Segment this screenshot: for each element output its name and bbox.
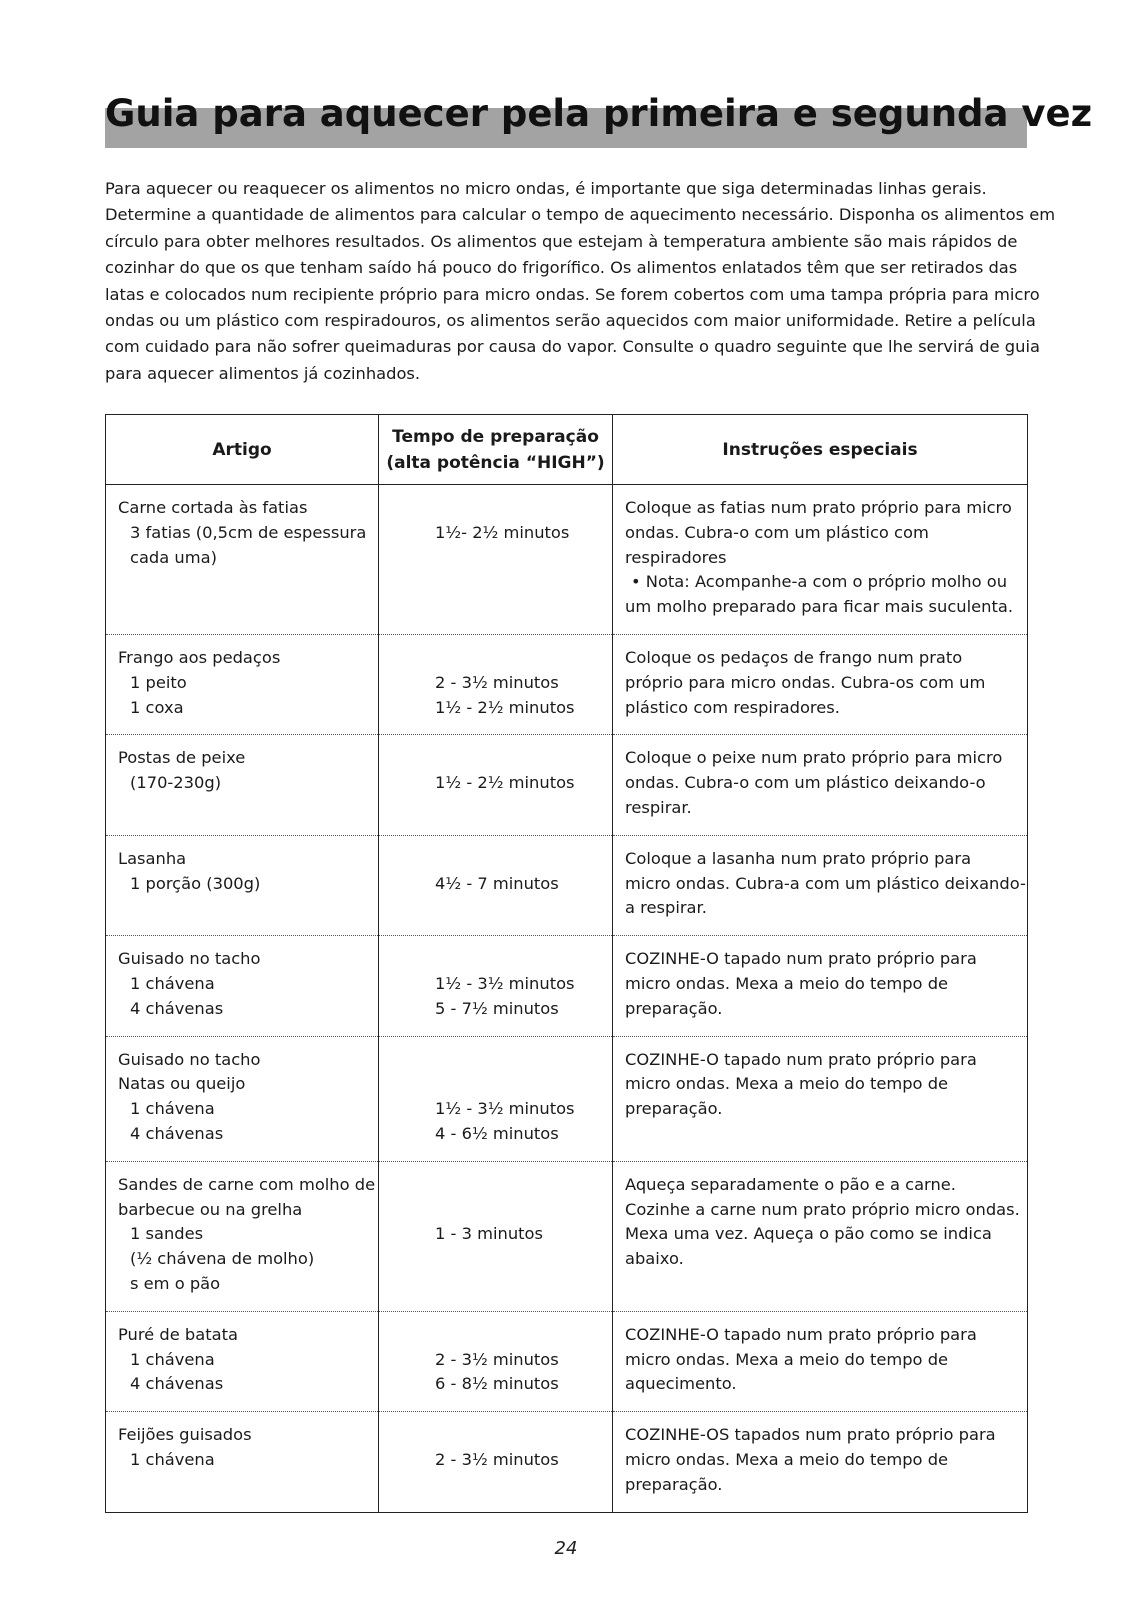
cell-item-line: Lasanha bbox=[118, 848, 187, 868]
cell-item bbox=[106, 485, 379, 635]
intro-line: círculo para obter melhores resultados. Os alimentos que estejam à temperatura ambiente são mais rápidos de bbox=[105, 231, 1018, 251]
intro-paragraph bbox=[105, 176, 1056, 387]
cell-item bbox=[106, 936, 379, 1036]
header-item-label: Artigo bbox=[212, 439, 272, 460]
cell-item-line: 1 chávena bbox=[130, 1449, 215, 1469]
cell-time-line bbox=[435, 1173, 612, 1198]
cell-instructions-line: Coloque os pedaços de frango num prato bbox=[625, 647, 963, 667]
cell-item-line: Guisado no tacho bbox=[118, 949, 261, 969]
cell-time bbox=[379, 485, 613, 635]
cell-time bbox=[379, 1161, 613, 1311]
cell-item bbox=[106, 735, 379, 835]
cell-item-line: 1 sandes bbox=[130, 1224, 204, 1244]
cell-item bbox=[106, 1412, 379, 1512]
cell-item-line: 4 chávenas bbox=[130, 998, 224, 1018]
cell-time bbox=[379, 1311, 613, 1411]
intro-line: Determine a quantidade de alimentos para calcular o tempo de aquecimento necessário. Disponha os alimentos em bbox=[105, 205, 1056, 225]
cell-item-line: cada uma) bbox=[130, 547, 217, 567]
cell-time-line bbox=[435, 1072, 612, 1097]
header-time-line2: (alta potência “HIGH”) bbox=[386, 452, 605, 473]
cell-instructions-line: um molho preparado para ficar mais suculenta. bbox=[625, 597, 1013, 617]
cell-item-line: 1 chávena bbox=[130, 1349, 215, 1369]
cell-time-line bbox=[435, 746, 612, 771]
page-number: 24 bbox=[554, 1538, 578, 1559]
cell-time-line bbox=[435, 1198, 612, 1223]
cell-time-line: 1½ - 3½ minutos bbox=[435, 1099, 575, 1119]
cell-time-line bbox=[435, 1048, 612, 1073]
cell-instructions-line: micro ondas. Mexa a meio do tempo de bbox=[625, 1349, 949, 1369]
table-row bbox=[106, 735, 1028, 835]
header-instructions bbox=[613, 415, 1028, 485]
cell-item-line: 4 chávenas bbox=[130, 1123, 224, 1143]
cell-item-line: Feijões guisados bbox=[118, 1425, 252, 1445]
cell-instructions bbox=[613, 1161, 1028, 1311]
table-row bbox=[106, 835, 1028, 935]
intro-line: cozinhar do que os que tenham saído há pouco do frigorífico. Os alimentos enlatados têm que ser retirados das bbox=[105, 258, 1018, 278]
cell-time-line: 4 - 6½ minutos bbox=[435, 1123, 559, 1143]
cell-instructions-line: Coloque as fatias num prato próprio para micro bbox=[625, 498, 1012, 517]
cell-instructions-line: micro ondas. Cubra-a com um plástico deixando- bbox=[625, 873, 1026, 893]
cell-item-line: 1 chávena bbox=[130, 1099, 215, 1119]
cell-item-line: Frango aos pedaços bbox=[118, 647, 281, 667]
header-time bbox=[379, 415, 613, 485]
reheating-guide-table bbox=[105, 414, 1028, 1513]
cell-time bbox=[379, 1036, 613, 1161]
cell-time-line: 6 - 8½ minutos bbox=[435, 1374, 559, 1394]
intro-line: latas e colocados num recipiente próprio para micro ondas. Se forem cobertos com uma tampa própria para micro bbox=[105, 284, 1040, 304]
cell-instructions-line: micro ondas. Mexa a meio do tempo de bbox=[625, 973, 949, 993]
table-row bbox=[106, 634, 1028, 734]
cell-item-line: 1 peito bbox=[130, 672, 187, 692]
cell-item bbox=[106, 1036, 379, 1161]
cell-time-line: 2 - 3½ minutos bbox=[435, 1349, 559, 1369]
table-row bbox=[106, 1412, 1028, 1512]
cell-item-line: 1 chávena bbox=[130, 973, 215, 993]
cell-time-line: 1½ - 3½ minutos bbox=[435, 973, 575, 993]
cell-item bbox=[106, 835, 379, 935]
cell-item bbox=[106, 634, 379, 734]
cell-time-line: 2 - 3½ minutos bbox=[435, 672, 559, 692]
table-row bbox=[106, 485, 1028, 635]
cell-instructions-line: micro ondas. Mexa a meio do tempo de bbox=[625, 1449, 949, 1469]
cell-instructions bbox=[613, 1412, 1028, 1512]
cell-time bbox=[379, 735, 613, 835]
cell-instructions-line: micro ondas. Mexa a meio do tempo de bbox=[625, 1074, 949, 1094]
cell-time-line: 1½ - 2½ minutos bbox=[435, 773, 575, 793]
cell-time-line bbox=[435, 847, 612, 872]
cell-instructions-line: preparação. bbox=[625, 1474, 723, 1494]
cell-instructions-line: Cozinhe a carne num prato próprio micro ondas. bbox=[625, 1199, 1020, 1219]
table-row bbox=[106, 1036, 1028, 1161]
cell-instructions-line: • Nota: Acompanhe-a com o próprio molho ou bbox=[631, 572, 1008, 592]
header-time-line1: Tempo de preparação bbox=[392, 426, 599, 447]
cell-instructions-line: COZINHE-O tapado num prato próprio para bbox=[625, 1049, 977, 1069]
cell-instructions-line: plástico com respiradores. bbox=[625, 697, 840, 717]
cell-item bbox=[106, 1311, 379, 1411]
cell-instructions-line: abaixo. bbox=[625, 1249, 684, 1269]
header-instructions-label: Instruções especiais bbox=[722, 439, 918, 460]
cell-item-line: 4 chávenas bbox=[130, 1374, 224, 1394]
cell-instructions-line: próprio para micro ondas. Cubra-os com um bbox=[625, 672, 986, 692]
cell-time-line: 4½ - 7 minutos bbox=[435, 873, 559, 893]
cell-item-line: 1 coxa bbox=[130, 697, 184, 717]
cell-time-line: 1½- 2½ minutos bbox=[435, 522, 570, 542]
cell-item-line: Sandes de carne com molho de bbox=[118, 1174, 376, 1194]
cell-instructions-line: COZINHE-O tapado num prato próprio para bbox=[625, 949, 977, 969]
cell-time-line: 5 - 7½ minutos bbox=[435, 998, 559, 1018]
cell-item-line: s em o pão bbox=[130, 1273, 221, 1293]
cell-instructions-line: Coloque a lasanha num prato próprio para bbox=[625, 848, 972, 868]
cell-item-line: (½ chávena de molho) bbox=[130, 1249, 315, 1269]
cell-item-line: 1 porção (300g) bbox=[130, 873, 261, 893]
cell-instructions bbox=[613, 1036, 1028, 1161]
intro-line: ondas ou um plástico com respiradouros, os alimentos serão aquecidos com maior uniformidade. Retire a película bbox=[105, 311, 1036, 331]
page-title: Guia para aquecer pela primeira e segunda vez bbox=[105, 92, 1093, 135]
cell-item-line: Guisado no tacho bbox=[118, 1049, 261, 1069]
cell-time bbox=[379, 634, 613, 734]
cell-time-line bbox=[435, 646, 612, 671]
cell-instructions-line: respirar. bbox=[625, 797, 692, 817]
cell-time-line: 2 - 3½ minutos bbox=[435, 1449, 559, 1469]
intro-line: com cuidado para não sofrer queimaduras por causa do vapor. Consulte o quadro seguinte que lhe servirá de guia bbox=[105, 337, 1040, 357]
cell-instructions-line: ondas. Cubra-o com um plástico com bbox=[625, 522, 929, 542]
cell-item bbox=[106, 1161, 379, 1311]
cell-instructions-line: Mexa uma vez. Aqueça o pão como se indica bbox=[625, 1224, 992, 1244]
cell-item-line: 3 fatias (0,5cm de espessura bbox=[130, 522, 367, 542]
cell-instructions bbox=[613, 936, 1028, 1036]
cell-item-line: Carne cortada às fatias bbox=[118, 498, 308, 517]
cell-item-line: Puré de batata bbox=[118, 1324, 238, 1344]
cell-time-line bbox=[435, 1323, 612, 1348]
cell-instructions bbox=[613, 1311, 1028, 1411]
cell-item-line: barbecue ou na grelha bbox=[118, 1199, 303, 1219]
cell-instructions-line: Coloque o peixe num prato próprio para micro bbox=[625, 748, 1003, 768]
cell-instructions bbox=[613, 835, 1028, 935]
cell-instructions-line: Aqueça separadamente o pão e a carne. bbox=[625, 1174, 956, 1194]
intro-line: Para aquecer ou reaquecer os alimentos no micro ondas, é importante que siga determinadas linhas gerais. bbox=[105, 179, 987, 198]
cell-instructions-line: preparação. bbox=[625, 998, 723, 1018]
cell-instructions-line: preparação. bbox=[625, 1099, 723, 1119]
cell-instructions-line: COZINHE-O tapado num prato próprio para bbox=[625, 1324, 977, 1344]
cell-item-line: Natas ou queijo bbox=[118, 1074, 246, 1094]
header-item bbox=[106, 415, 379, 485]
cell-instructions bbox=[613, 485, 1028, 635]
cell-instructions-line: COZINHE-OS tapados num prato próprio para bbox=[625, 1425, 996, 1445]
cell-instructions bbox=[613, 735, 1028, 835]
intro-line: para aquecer alimentos já cozinhados. bbox=[105, 363, 421, 383]
cell-instructions-line: respiradores bbox=[625, 547, 727, 567]
table-row bbox=[106, 936, 1028, 1036]
cell-instructions-line: a respirar. bbox=[625, 898, 707, 918]
cell-time-line bbox=[435, 496, 612, 521]
cell-time bbox=[379, 936, 613, 1036]
table-header-row bbox=[106, 415, 1028, 485]
cell-time-line bbox=[435, 1423, 612, 1448]
cell-time bbox=[379, 835, 613, 935]
cell-instructions bbox=[613, 634, 1028, 734]
cell-time-line bbox=[435, 947, 612, 972]
cell-instructions-line: aquecimento. bbox=[625, 1374, 737, 1394]
cell-time bbox=[379, 1412, 613, 1512]
cell-time-line: 1 - 3 minutos bbox=[435, 1224, 543, 1244]
table-row bbox=[106, 1161, 1028, 1311]
cell-item-line: (170-230g) bbox=[130, 773, 222, 793]
cell-instructions-line: ondas. Cubra-o com um plástico deixando-o bbox=[625, 773, 986, 793]
table-row bbox=[106, 1311, 1028, 1411]
cell-item-line: Postas de peixe bbox=[118, 748, 246, 768]
cell-time-line: 1½ - 2½ minutos bbox=[435, 697, 575, 717]
